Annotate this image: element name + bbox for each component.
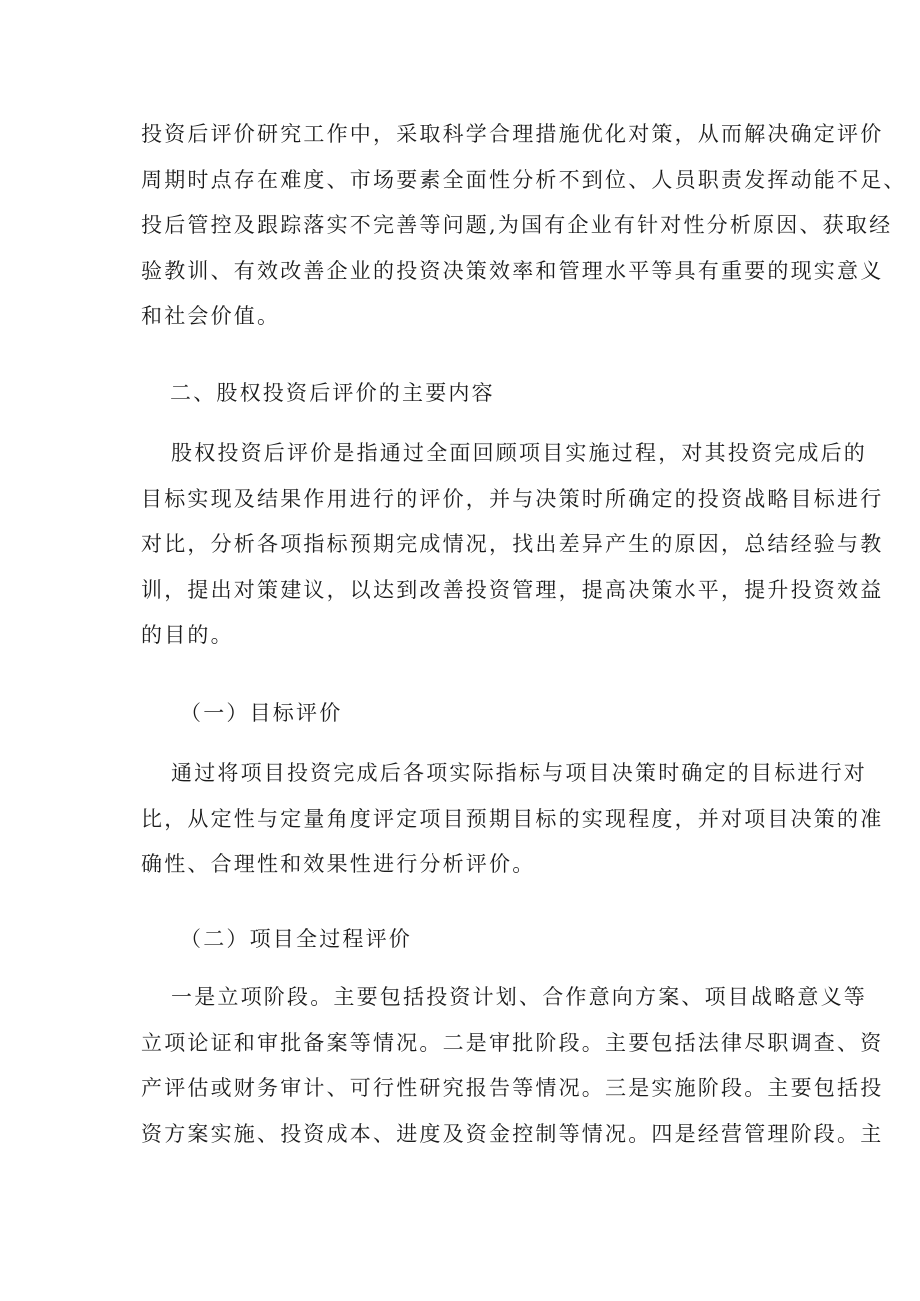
paragraph-line: 对比，分析各项指标预期完成情况，找出差异产生的原因，总结经验与教 xyxy=(141,532,884,556)
paragraph-line: 和社会价值。 xyxy=(141,304,281,328)
body-paragraph-2 xyxy=(141,431,884,659)
subsection-heading: （二）项目全过程评价 xyxy=(180,927,412,951)
paragraph-line: 投后管控及跟踪落实不完善等问题,为国有企业有针对性分析原因、获取经 xyxy=(141,213,893,237)
paragraph-line: 股权投资后评价是指通过全面回顾项目实施过程，对其投资完成后的 xyxy=(171,441,867,465)
paragraph-line: 资方案实施、投资成本、进度及资金控制等情况。四是经营管理阶段。主 xyxy=(141,1121,884,1146)
section-heading: 二、股权投资后评价的主要内容 xyxy=(170,381,495,405)
paragraph-line: 确性、合理性和效果性进行分析评价。 xyxy=(141,852,536,876)
paragraph-line: 立项论证和审批备案等情况。二是审批阶段。主要包括法律尽职调查、资 xyxy=(141,1030,884,1055)
paragraph-line: 产评估或财务审计、可行性研究报告等情况。三是实施阶段。主要包括投 xyxy=(141,1076,884,1100)
paragraph-line: 的目的。 xyxy=(141,623,234,647)
paragraph-line: 通过将项目投资完成后各项实际指标与项目决策时确定的目标进行对 xyxy=(171,761,867,785)
paragraph-line: 验教训、有效改善企业的投资决策效率和管理水平等具有重要的现实意义 xyxy=(141,258,884,283)
body-paragraph-4 xyxy=(141,975,884,1157)
paragraph-line: 周期时点存在难度、市场要素全面性分析不到位、人员职责发挥动能不足、 xyxy=(141,167,907,192)
paragraph-line: 投资后评价研究工作中，采取科学合理措施优化对策，从而解决确定评价 xyxy=(141,122,884,146)
paragraph-line: 训，提出对策建议，以达到改善投资管理，提高决策水平，提升投资效益 xyxy=(141,577,884,602)
paragraph-line: 目标实现及结果作用进行的评价，并与决策时所确定的投资战略目标进行 xyxy=(141,486,884,511)
body-paragraph-3 xyxy=(141,751,884,888)
subsection-heading: （一）目标评价 xyxy=(180,701,343,725)
body-paragraph-1 xyxy=(141,112,907,340)
paragraph-line: 比，从定性与定量角度评定项目预期目标的实现程度，并对项目决策的准 xyxy=(141,806,884,831)
paragraph-line: 一是立项阶段。主要包括投资计划、合作意向方案、项目战略意义等 xyxy=(171,985,867,1009)
